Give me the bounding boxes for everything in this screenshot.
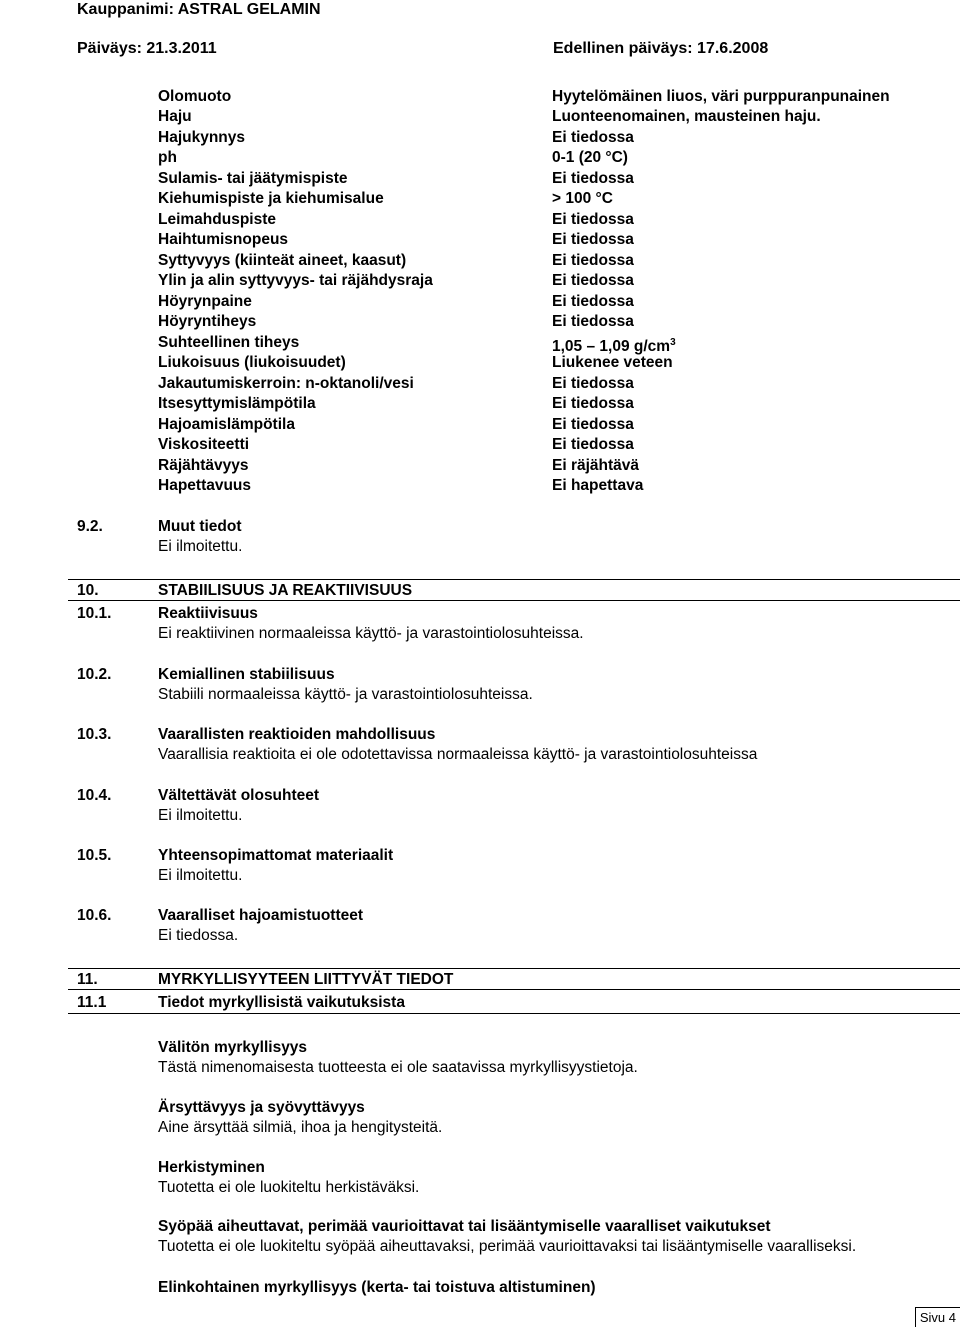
- toxicity-item-title: Ärsyttävyys ja syövyttävyys: [158, 1099, 365, 1116]
- property-value: Ei tiedossa: [552, 395, 634, 412]
- property-value: Ei tiedossa: [552, 375, 634, 392]
- document-date: Päiväys: 21.3.2011: [77, 40, 217, 57]
- property-value: Ei tiedossa: [552, 293, 634, 310]
- property-label: Haju: [158, 108, 192, 125]
- property-value: Ei tiedossa: [552, 436, 634, 453]
- property-label: Ylin ja alin syttyvyys- tai räjähdysraja: [158, 272, 433, 289]
- property-label: Suhteellinen tiheys: [158, 334, 300, 351]
- section-11-number: 11.: [77, 971, 98, 988]
- property-value: Ei räjähtävä: [552, 457, 640, 474]
- property-value: Ei tiedossa: [552, 211, 634, 228]
- property-value: Ei tiedossa: [552, 170, 634, 187]
- section-9-2-number: 9.2.: [77, 518, 103, 535]
- section-9-2-text: Ei ilmoitettu.: [158, 538, 243, 555]
- toxicity-item-text: Tästä nimenomaisesta tuotteesta ei ole saatavissa myrkyllisyystietoja.: [158, 1059, 638, 1076]
- property-value: Ei tiedossa: [552, 252, 634, 269]
- section-10-title: STABIILISUUS JA REAKTIIVISUUS: [158, 582, 413, 599]
- section-10-2-number: 10.2.: [77, 666, 112, 683]
- toxicity-item-text: Tuotetta ei ole luokiteltu syöpää aiheuttavaksi, perimää vaurioittavaksi tai lisääntymiselle vaaralliseksi.: [158, 1238, 857, 1255]
- toxicity-item-text: Tuotetta ei ole luokiteltu herkistäväksi.: [158, 1179, 420, 1196]
- section-10-5-title: Yhteensopimattomat materiaalit: [158, 847, 394, 864]
- section-10-3-title: Vaarallisten reaktioiden mahdollisuus: [158, 726, 436, 743]
- property-value: 0-1 (20 °C): [552, 149, 628, 166]
- section-11-title: MYRKYLLISYYTEEN LIITTYVÄT TIEDOT: [158, 971, 454, 988]
- section-10-2-title: Kemiallinen stabiilisuus: [158, 666, 335, 683]
- property-label: Räjähtävyys: [158, 457, 249, 474]
- section-10-4-text: Ei ilmoitettu.: [158, 807, 243, 824]
- section-11-1-number: 11.1: [77, 994, 107, 1011]
- section-10-1-text: Ei reaktiivinen normaaleissa käyttö- ja varastointiolosuhteissa.: [158, 625, 584, 642]
- trade-name: Kauppanimi: ASTRAL GELAMIN: [77, 1, 321, 18]
- property-value: Luonteenomainen, mausteinen haju.: [552, 108, 821, 125]
- property-value: Ei tiedossa: [552, 416, 634, 433]
- section-10-3-text: Vaarallisia reaktioita ei ole odotettavissa normaaleissa käyttö- ja varastointiolosuhteissa: [158, 746, 758, 763]
- property-label: Leimahduspiste: [158, 211, 276, 228]
- section-10-4-number: 10.4.: [77, 787, 112, 804]
- property-value: Hyytelömäinen liuos, väri purppuranpunainen: [552, 88, 890, 105]
- property-value: Liukenee veteen: [552, 354, 673, 371]
- toxicity-item-title: Herkistyminen: [158, 1159, 265, 1176]
- property-value: Ei hapettava: [552, 477, 644, 494]
- property-label: Syttyvyys (kiinteät aineet, kaasut): [158, 252, 407, 269]
- section-10-5-number: 10.5.: [77, 847, 112, 864]
- page-number: Sivu 4: [915, 1307, 960, 1327]
- section-10-4-title: Vältettävät olosuhteet: [158, 787, 320, 804]
- property-label: Liukoisuus (liukoisuudet): [158, 354, 346, 371]
- property-label: Kiehumispiste ja kiehumisalue: [158, 190, 384, 207]
- property-label: Sulamis- tai jäätymispiste: [158, 170, 348, 187]
- section-10-6-text: Ei tiedossa.: [158, 927, 239, 944]
- section-10-5-text: Ei ilmoitettu.: [158, 867, 243, 884]
- property-label: Höyrynpaine: [158, 293, 252, 310]
- property-value: Ei tiedossa: [552, 129, 634, 146]
- property-label: Hajukynnys: [158, 129, 246, 146]
- toxicity-item-text: Aine ärsyttää silmiä, ihoa ja hengitysteitä.: [158, 1119, 443, 1136]
- section-10-number: 10.: [77, 582, 99, 599]
- property-value: > 100 °C: [552, 190, 613, 207]
- toxicity-item-title: Välitön myrkyllisyys: [158, 1039, 308, 1056]
- section-10-1-number: 10.1.: [77, 605, 112, 622]
- section-10-3-number: 10.3.: [77, 726, 112, 743]
- property-label: Hapettavuus: [158, 477, 252, 494]
- property-label: Jakautumiskerroin: n-oktanoli/vesi: [158, 375, 414, 392]
- section-10-1-title: Reaktiivisuus: [158, 605, 258, 622]
- section-9-2-title: Muut tiedot: [158, 518, 242, 535]
- property-label: Viskositeetti: [158, 436, 250, 453]
- property-label: Olomuoto: [158, 88, 232, 105]
- property-label: Haihtumisnopeus: [158, 231, 289, 248]
- property-label: Hajoamislämpötila: [158, 416, 295, 433]
- toxicity-item-title: Syöpää aiheuttavat, perimää vaurioittavat tai lisääntymiselle vaaralliset vaikutukset: [158, 1218, 771, 1235]
- density-exponent: 3: [670, 337, 676, 348]
- toxicity-item-title: Elinkohtainen myrkyllisyys (kerta- tai toistuva altistuminen): [158, 1279, 596, 1296]
- density-value: 1,05 – 1,09 g/cm: [552, 338, 671, 356]
- section-10-2-text: Stabiili normaaleissa käyttö- ja varastointiolosuhteissa.: [158, 686, 533, 703]
- previous-date: Edellinen päiväys: 17.6.2008: [553, 40, 769, 57]
- section-11-1-title: Tiedot myrkyllisistä vaikutuksista: [158, 994, 405, 1011]
- property-value: Ei tiedossa: [552, 313, 634, 330]
- section-10-6-title: Vaaralliset hajoamistuotteet: [158, 907, 364, 924]
- section-10-6-number: 10.6.: [77, 907, 112, 924]
- property-label: Itsesyttymislämpötila: [158, 395, 316, 412]
- property-label: ph: [158, 149, 177, 166]
- property-value: Ei tiedossa: [552, 272, 634, 289]
- property-label: Höyryntiheys: [158, 313, 257, 330]
- property-value: Ei tiedossa: [552, 231, 634, 248]
